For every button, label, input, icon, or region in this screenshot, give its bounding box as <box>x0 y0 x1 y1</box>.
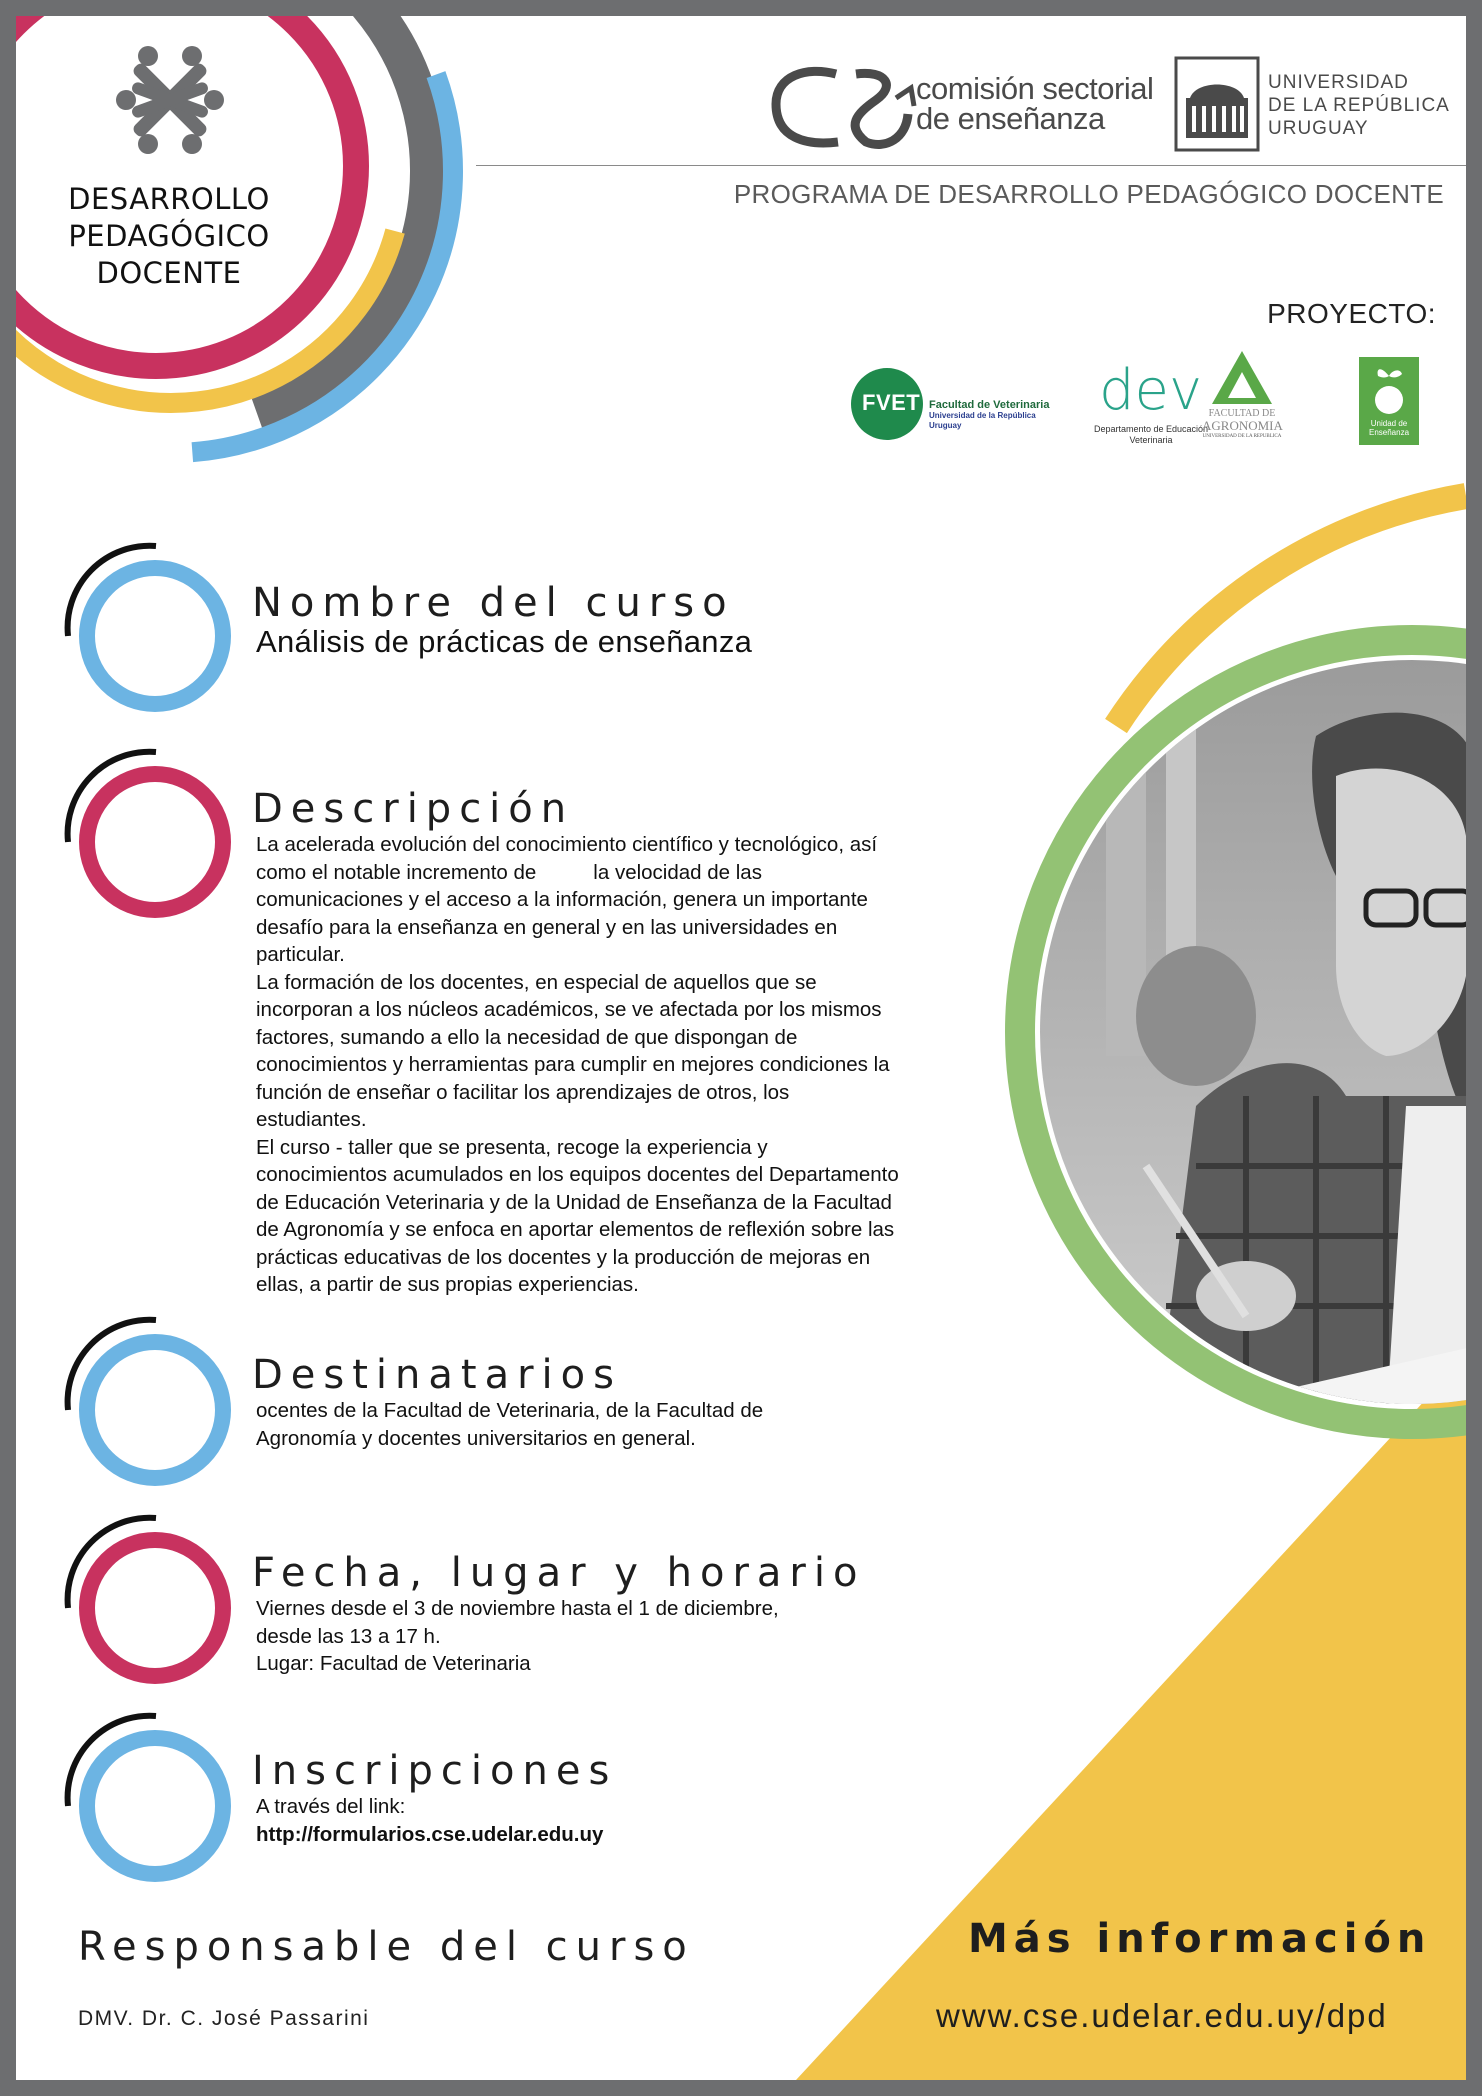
fvet-text <box>929 399 1049 431</box>
descripcion-line: El curso - taller que se presenta, recoge la experiencia y <box>256 1135 768 1159</box>
udelar-line-1: UNIVERSIDAD <box>1268 72 1409 93</box>
fvet-sub-2: Uruguay <box>929 421 962 430</box>
descripcion-line: de Educación Veterinaria y de la Unidad de Enseñanza de la Facultad <box>256 1190 892 1214</box>
ue-line-2: Enseñanza <box>1368 428 1410 437</box>
descripcion-line: prácticas educativas de los docentes y la producción de mejoras en <box>256 1245 871 1269</box>
fecha-line-2: desde las 13 a 17 h. <box>256 1624 441 1648</box>
descripcion-line: incorporan a los núcleos académicos, se ve afectada por los mismos <box>256 998 882 1021</box>
poster <box>16 16 1466 2080</box>
section-icon-fecha <box>68 1518 223 1676</box>
section-icon-curso <box>68 546 223 704</box>
destinatarios-line-2: Agronomía y docentes universitarios en general. <box>256 1426 696 1450</box>
descripcion-line: conocimientos y herramientas para cumplir en mejores condiciones la <box>256 1053 890 1076</box>
udelar-name <box>1268 71 1450 140</box>
inscripciones-body <box>256 1793 1016 1848</box>
descripcion-line: comunicaciones y el acceso a la información, genera un importante <box>256 888 868 911</box>
curso-value: Análisis de prácticas de enseñanza <box>256 624 753 659</box>
udelar-line-3: URUGUAY <box>1268 118 1369 139</box>
info-url[interactable]: www.cse.udelar.edu.uy/dpd <box>936 1997 1388 2034</box>
agronomia-logo <box>1212 351 1272 404</box>
descripcion-line: conocimientos acumulados en los equipos docentes del Departamento <box>256 1163 899 1186</box>
inscripciones-line-1: A través del link: <box>256 1795 406 1818</box>
dev-line-1: Departamento de Educación <box>1093 424 1209 434</box>
descripcion-line: como el notable incremento de la velocidad de las <box>256 860 762 884</box>
descripcion-line: de Agronomía y se enfoca en aportar elementos de reflexión sobre las <box>256 1218 895 1241</box>
descripcion-line: desafío para la enseñanza en general y en las universidades en <box>256 915 838 939</box>
student-photo <box>1016 646 1466 1426</box>
udelar-emblem <box>1176 58 1258 150</box>
ue-line-1: Unidad de <box>1370 419 1408 428</box>
dpd-logo-title <box>34 181 304 292</box>
curso-title: Nombre del curso <box>252 580 735 626</box>
dev-logo: dev <box>1099 358 1203 423</box>
agro-line-3: UNIVERSIDAD DE LA REPUBLICA <box>1202 434 1282 439</box>
agro-line-1: FACULTAD DE <box>1208 408 1276 419</box>
udelar-line-2: DE LA REPÚBLICA <box>1268 95 1450 116</box>
info-title: Más información <box>968 1916 1432 1962</box>
destinatarios-title: Destinatarios <box>252 1352 622 1398</box>
cse-name <box>916 71 1154 136</box>
fecha-line-1: Viernes desde el 3 de noviembre hasta el 1 de diciembre, <box>256 1597 779 1620</box>
cse-logo-mark <box>776 71 914 144</box>
header-divider <box>476 165 1466 166</box>
descripcion-line: particular. <box>256 943 345 966</box>
agro-line-2: AGRONOMIA <box>1202 418 1283 433</box>
inscripciones-link[interactable]: http://formularios.cse.udelar.edu.uy <box>256 1822 604 1846</box>
fvet-sub-1: Universidad de la República <box>929 411 1036 420</box>
cse-line-1: comisión sectorial <box>916 71 1154 106</box>
logo-line-2: PEDAGÓGICO <box>68 219 270 253</box>
cse-line-2: de enseñanza <box>916 101 1105 136</box>
fecha-body <box>256 1595 1016 1678</box>
descripcion-line: La acelerada evolución del conocimiento científico y tecnológico, así <box>256 833 878 856</box>
fecha-line-3: Lugar: Facultad de Veterinaria <box>256 1652 531 1675</box>
logo-line-3: DOCENTE <box>96 256 242 290</box>
descripcion-body <box>256 831 1016 1299</box>
descripcion-line: factores, sumando a ello la necesidad de que dispongan de <box>256 1025 798 1049</box>
inscripciones-title: Inscripciones <box>252 1748 618 1794</box>
descripcion-line: estudiantes. <box>256 1108 367 1131</box>
program-title: PROGRAMA DE DESARROLLO PEDAGÓGICO DOCENTE <box>733 179 1444 209</box>
descripcion-line: La formación de los docentes, en especial de aquellos que se <box>256 970 817 994</box>
responsable-title: Responsable del curso <box>78 1924 695 1970</box>
fvet-name: Facultad de Veterinaria <box>929 399 1050 411</box>
descripcion-title: Descripción <box>252 786 575 832</box>
dev-line-2: Veterinaria <box>1129 435 1173 445</box>
descripcion-line: función de enseñar o facilitar los aprendizajes de otros, los <box>256 1080 790 1104</box>
descripcion-line: ellas, a partir de sus propias experiencias. <box>256 1273 639 1296</box>
destinatarios-line-1: ocentes de la Facultad de Veterinaria, de la Facultad de <box>256 1399 764 1422</box>
agronomia-label <box>1202 408 1282 440</box>
destinatarios-body <box>256 1397 1016 1452</box>
section-icon-destinatarios <box>68 1320 223 1478</box>
section-icon-inscripciones <box>68 1716 223 1874</box>
logo-line-1: DESARROLLO <box>68 182 270 216</box>
section-icon-descripcion <box>68 752 223 910</box>
yellow-triangle <box>796 1356 1466 2080</box>
proyecto-label: PROYECTO: <box>1267 298 1436 329</box>
fecha-title: Fecha, lugar y horario <box>252 1550 866 1596</box>
fvet-badge: FVET <box>862 390 921 415</box>
dev-label <box>1086 424 1216 446</box>
ue-label <box>1359 419 1419 437</box>
responsable-name: DMV. Dr. C. José Passarini <box>78 2007 370 2030</box>
